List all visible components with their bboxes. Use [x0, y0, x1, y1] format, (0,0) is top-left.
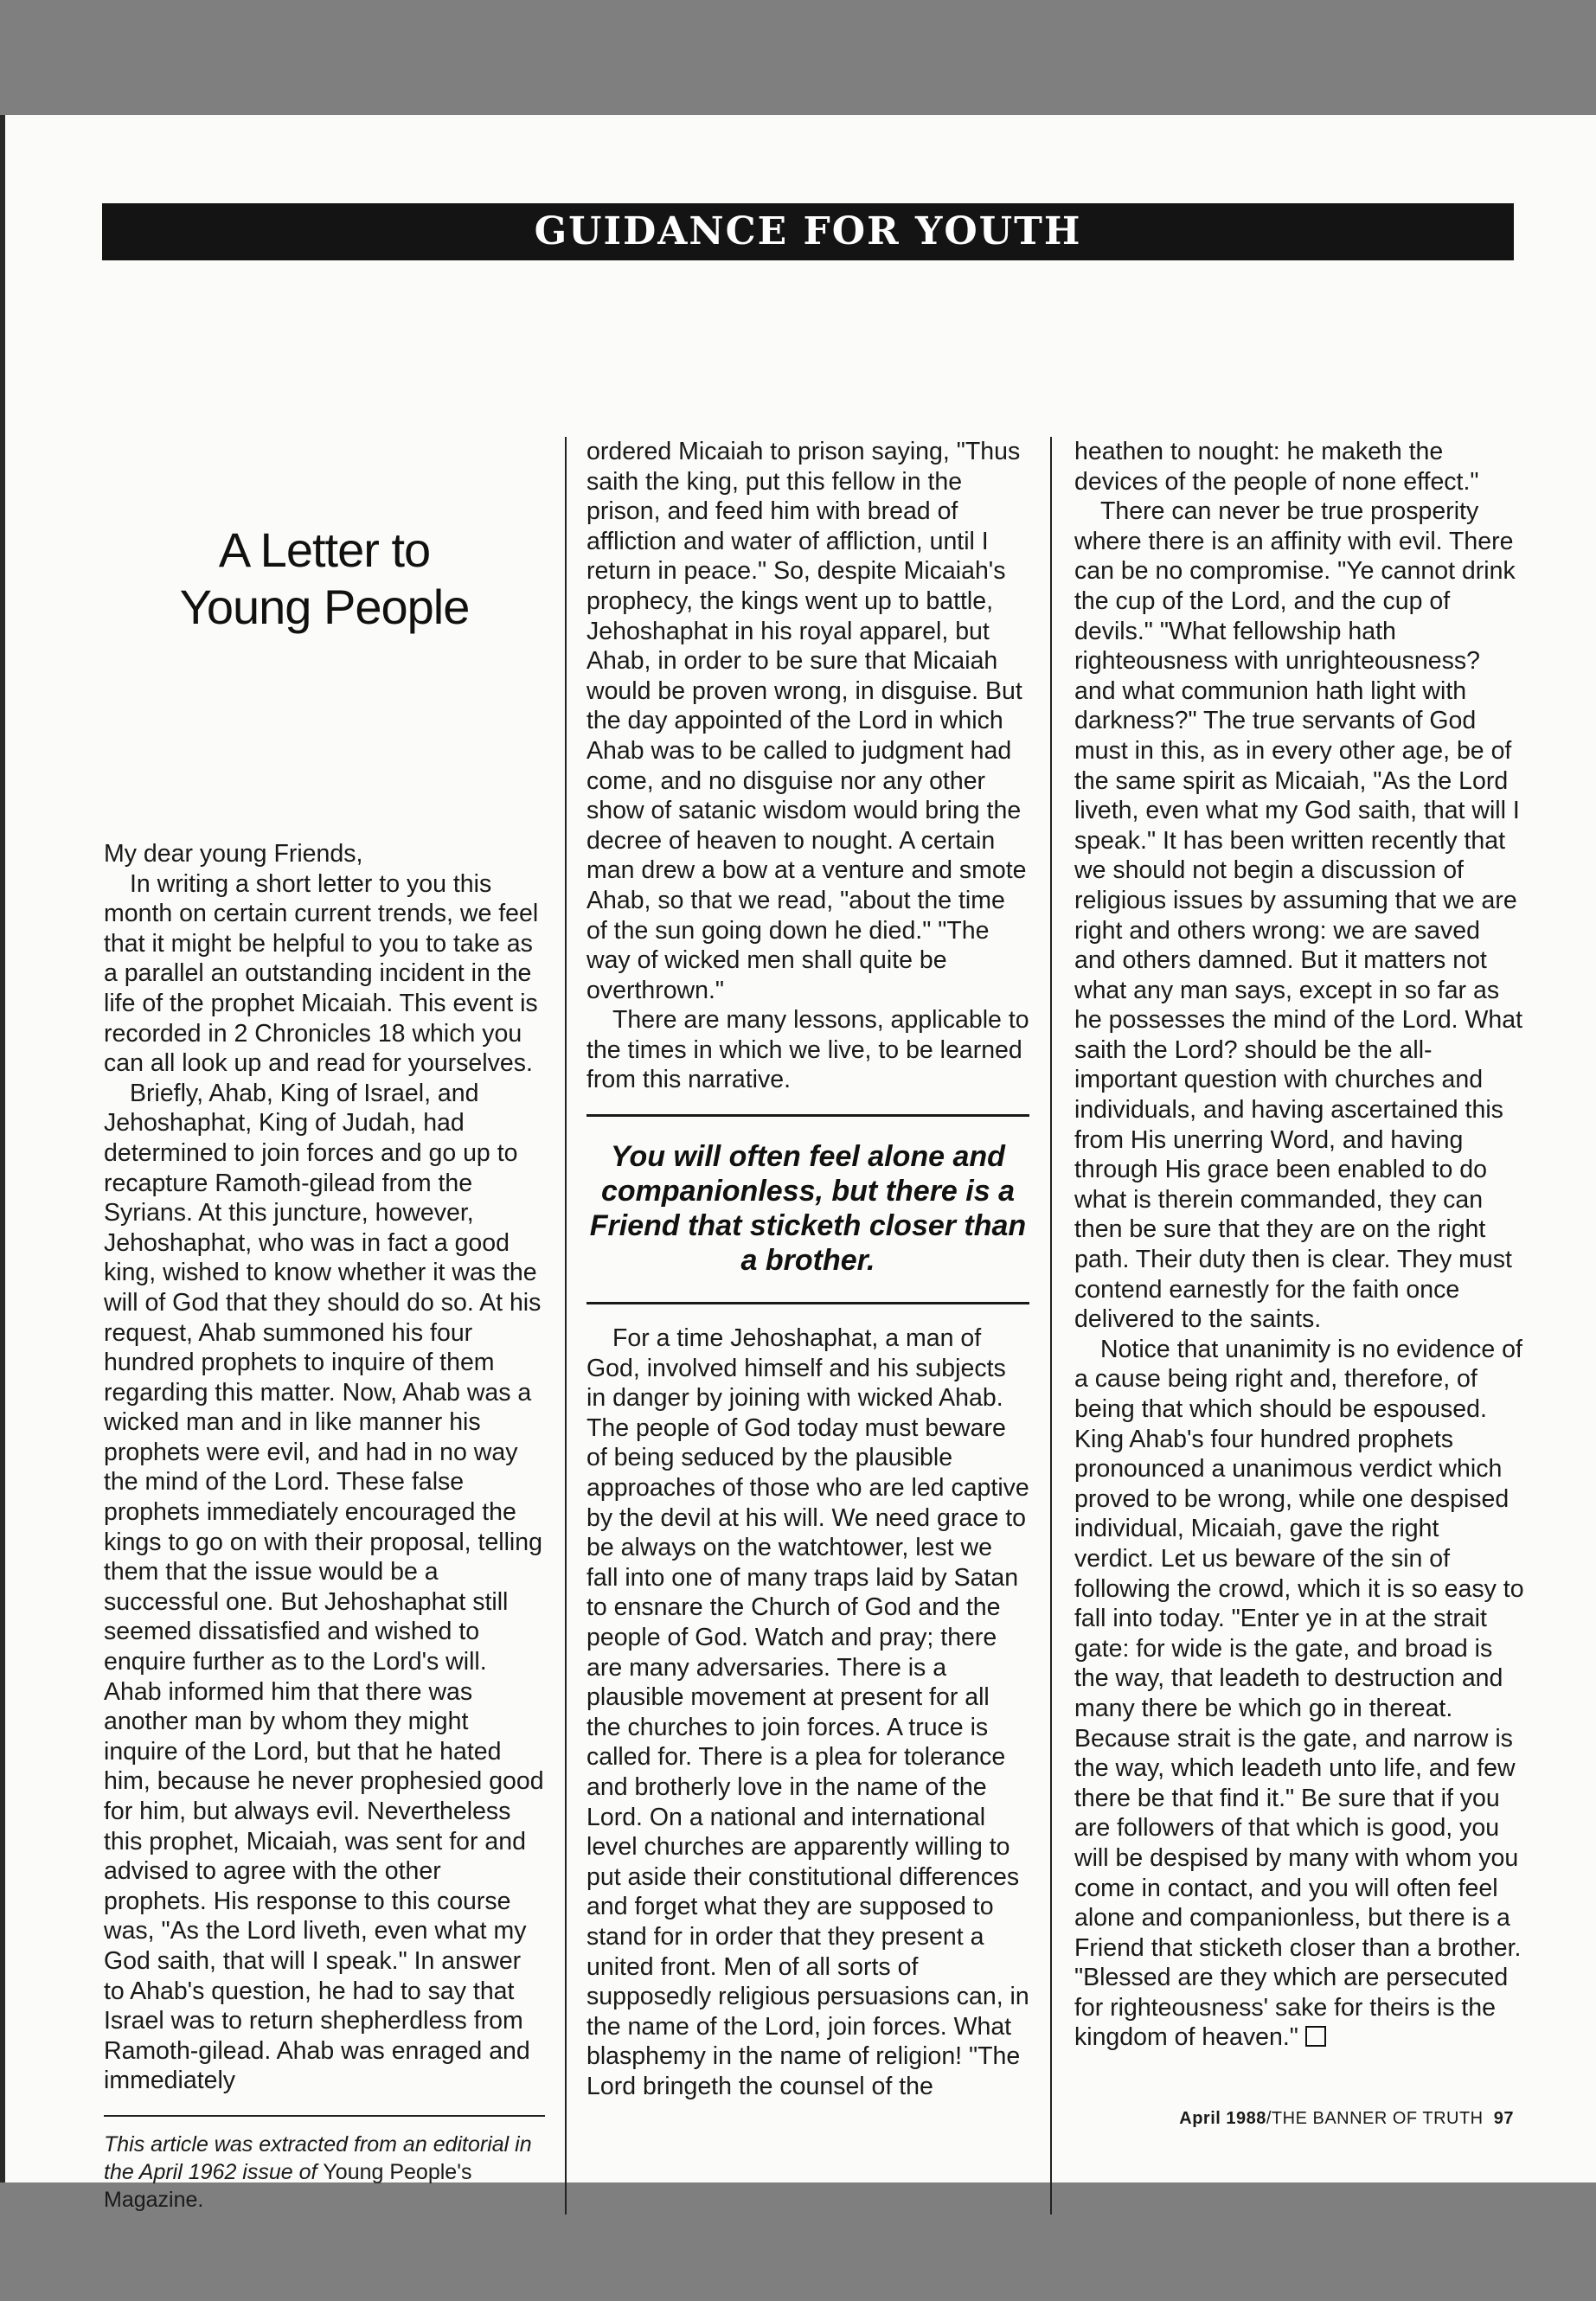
page-edge [0, 115, 5, 2182]
footnote-divider [104, 2115, 545, 2117]
title-line-2: Young People [179, 580, 470, 634]
end-mark-icon [1305, 2026, 1326, 2047]
footnote [104, 2131, 545, 2214]
column-divider [1050, 437, 1052, 2214]
footer-publication: /THE BANNER OF TRUTH [1266, 2109, 1484, 2128]
pull-quote-rule-top [586, 1114, 1029, 1117]
article-title [104, 522, 545, 636]
paragraph-text: Notice that unanimity is no evidence of a cause being right and, therefore, of being that which should be espoused. King Ahab's four hundred prophets pronounced a unanimous verdict which proved to be wrong, while one despised individual, Micaiah, gave the right verdict. Let us beware of the sin of following the crowd, which it is so easy to fall into today. "Enter ye in at the strait gate: for wide is the gate, and broad is the way, that leadeth to destruction and many there be which go in thereat. Because strait is the gate, and narrow is the way, which leadeth unto life, and few there be that find it." Be sure that if you are followers of that which is good, you will be despised by many with whom you come in contact, and you will often feel alone and companionless, but there is a Friend that sticketh closer than a brother. "Blessed are they which are persecuted for righteousness' sake for theirs is the kingdom of heaven." [1074, 1335, 1524, 2052]
page-number: 97 [1493, 2109, 1514, 2128]
column-3 [1074, 437, 1524, 2053]
pull-quote: You will often feel alone and companionless, but there is a Friend that sticketh closer than a brother. [589, 1140, 1027, 1278]
paragraph: There are many lessons, applicable to the times in which we live, to be learned from this narrative. [586, 1006, 1029, 1094]
footnote-magazine: Young People's Magazine. [104, 2159, 472, 2212]
paragraph: Briefly, Ahab, King of Israel, and Jehoshaphat, King of Judah, had determined to join forces and go up to recapture Ramoth-gilead from the Syrians. At this juncture, however, Jehoshaphat, who was in fact a good king, wished to know whether it was the will of God that they should do so. At his request, Ahab summoned his four hundred prophets to inquire of them regarding this matter. Now, Ahab was a wicked man and in like manner his prophets were evil, and had in no way the mind of the Lord. These false prophets immediately encouraged the kings to go on with their proposal, telling them that the issue would be a successful one. But Jehoshaphat still seemed dissatisfied and wished to enquire further as to the Lord's will. Ahab informed him that there was another man by whom they might inquire of the Lord, but that he hated him, because he never prophesied good for him, but always evil. Nevertheless this prophet, Micaiah, was sent for and advised to agree with the other prophets. His response to this course was, "As the Lord liveth, even what my God saith, that will I speak." In answer to Ahab's question, he had to say that Israel was to return shepherdless from Ramoth-gilead. Ahab was enraged and immediately [104, 1079, 544, 2095]
salutation: My dear young Friends, [104, 840, 363, 868]
paragraph: For a time Jehoshaphat, a man of God, involved himself and his subjects in danger by joining with wicked Ahab. The people of God today must beware of being seduced by the plausible approaches of those who are led captive by the devil at his will. We need grace to be always on the watchtower, lest we fall into one of many traps laid by Satan to ensnare the Church of God and the people of God. Watch and pray; there are many adversaries. There is a plausible movement at present for all the churches to join forces. A truce is called for. There is a plea for tolerance and brotherly love in the name of the Lord. On a national and international level churches are apparently willing to put aside their constitutional differences and forget what they are supposed to stand for in order that they present a united front. Men of all sorts of supposedly religious persuasions can, in the name of the Lord, join forces. What blasphemy in the name of religion! "The Lord bringeth the counsel of the [586, 1324, 1029, 2100]
page-footer [1125, 2109, 1514, 2129]
paragraph: ordered Micaiah to prison saying, "Thus saith the king, put this fellow in the prison, and feed him with bread of affliction and water of affliction, until I return in peace." So, despite Micaiah's prophecy, the kings went up to battle, Jehoshaphat in his royal apparel, but Ahab, in order to be sure that Micaiah would be proven wrong, in disguise. But the day appointed of the Lord in which Ahab was to be called to judgment had come, and no disguise nor any other show of satanic wisdom would bring the decree of heaven to nought. A certain man drew a bow at a venture and smote Ahab, so that we read, "about the time of the sun going down he died." "The way of wicked men shall quite be overthrown." [586, 438, 1027, 1004]
title-line-1: A Letter to [218, 522, 431, 577]
magazine-page [0, 115, 1596, 2212]
paragraph: In writing a short letter to you this month on certain current trends, we feel that it might be helpful to you to take as a parallel an outstanding incident in the life of the prophet Micaiah. This event is recorded in 2 Chronicles 18 which you can all look up and read for yourselves. [104, 869, 539, 1078]
column-2 [586, 437, 1029, 2102]
paragraph: heathen to nought: he maketh the devices of the people of none effect." [1074, 438, 1479, 496]
footnote-text: This article was extracted from an editorial in the April 1962 issue of [104, 2131, 532, 2184]
pull-quote-rule-bottom [586, 1302, 1029, 1304]
paragraph: There can never be true prosperity where there is an affinity with evil. There can be no compromise. "Ye cannot drink the cup of the Lord, and the cup of devils." "What fellowship hath righteousness with unrighteousness? and what communion hath light with darkness?" The true servants of God must in this, as in every other age, be of the same spirit as Micaiah, "As the Lord liveth, even what my God saith, that will I speak." It has been written recently that we should not begin a discussion of religious issues by assuming that we are right and others wrong: we are saved and others damned. But it matters not what any man says, except in so far as he possesses the mind of the Lord. What saith the Lord? should be the all-important question with churches and individuals, and having ascertained this from His unerring Word, and having through His grace been enabled to do what is therein commanded, they can then be sure that they are on the right path. Their duty then is clear. They must contend earnestly for the faith once delivered to the saints. [1074, 497, 1523, 1334]
column-1 [104, 839, 545, 2214]
footer-date: April 1988 [1179, 2109, 1266, 2128]
column-divider [565, 437, 567, 2214]
paragraph [1074, 1335, 1524, 2053]
section-banner: GUIDANCE FOR YOUTH [102, 203, 1514, 260]
